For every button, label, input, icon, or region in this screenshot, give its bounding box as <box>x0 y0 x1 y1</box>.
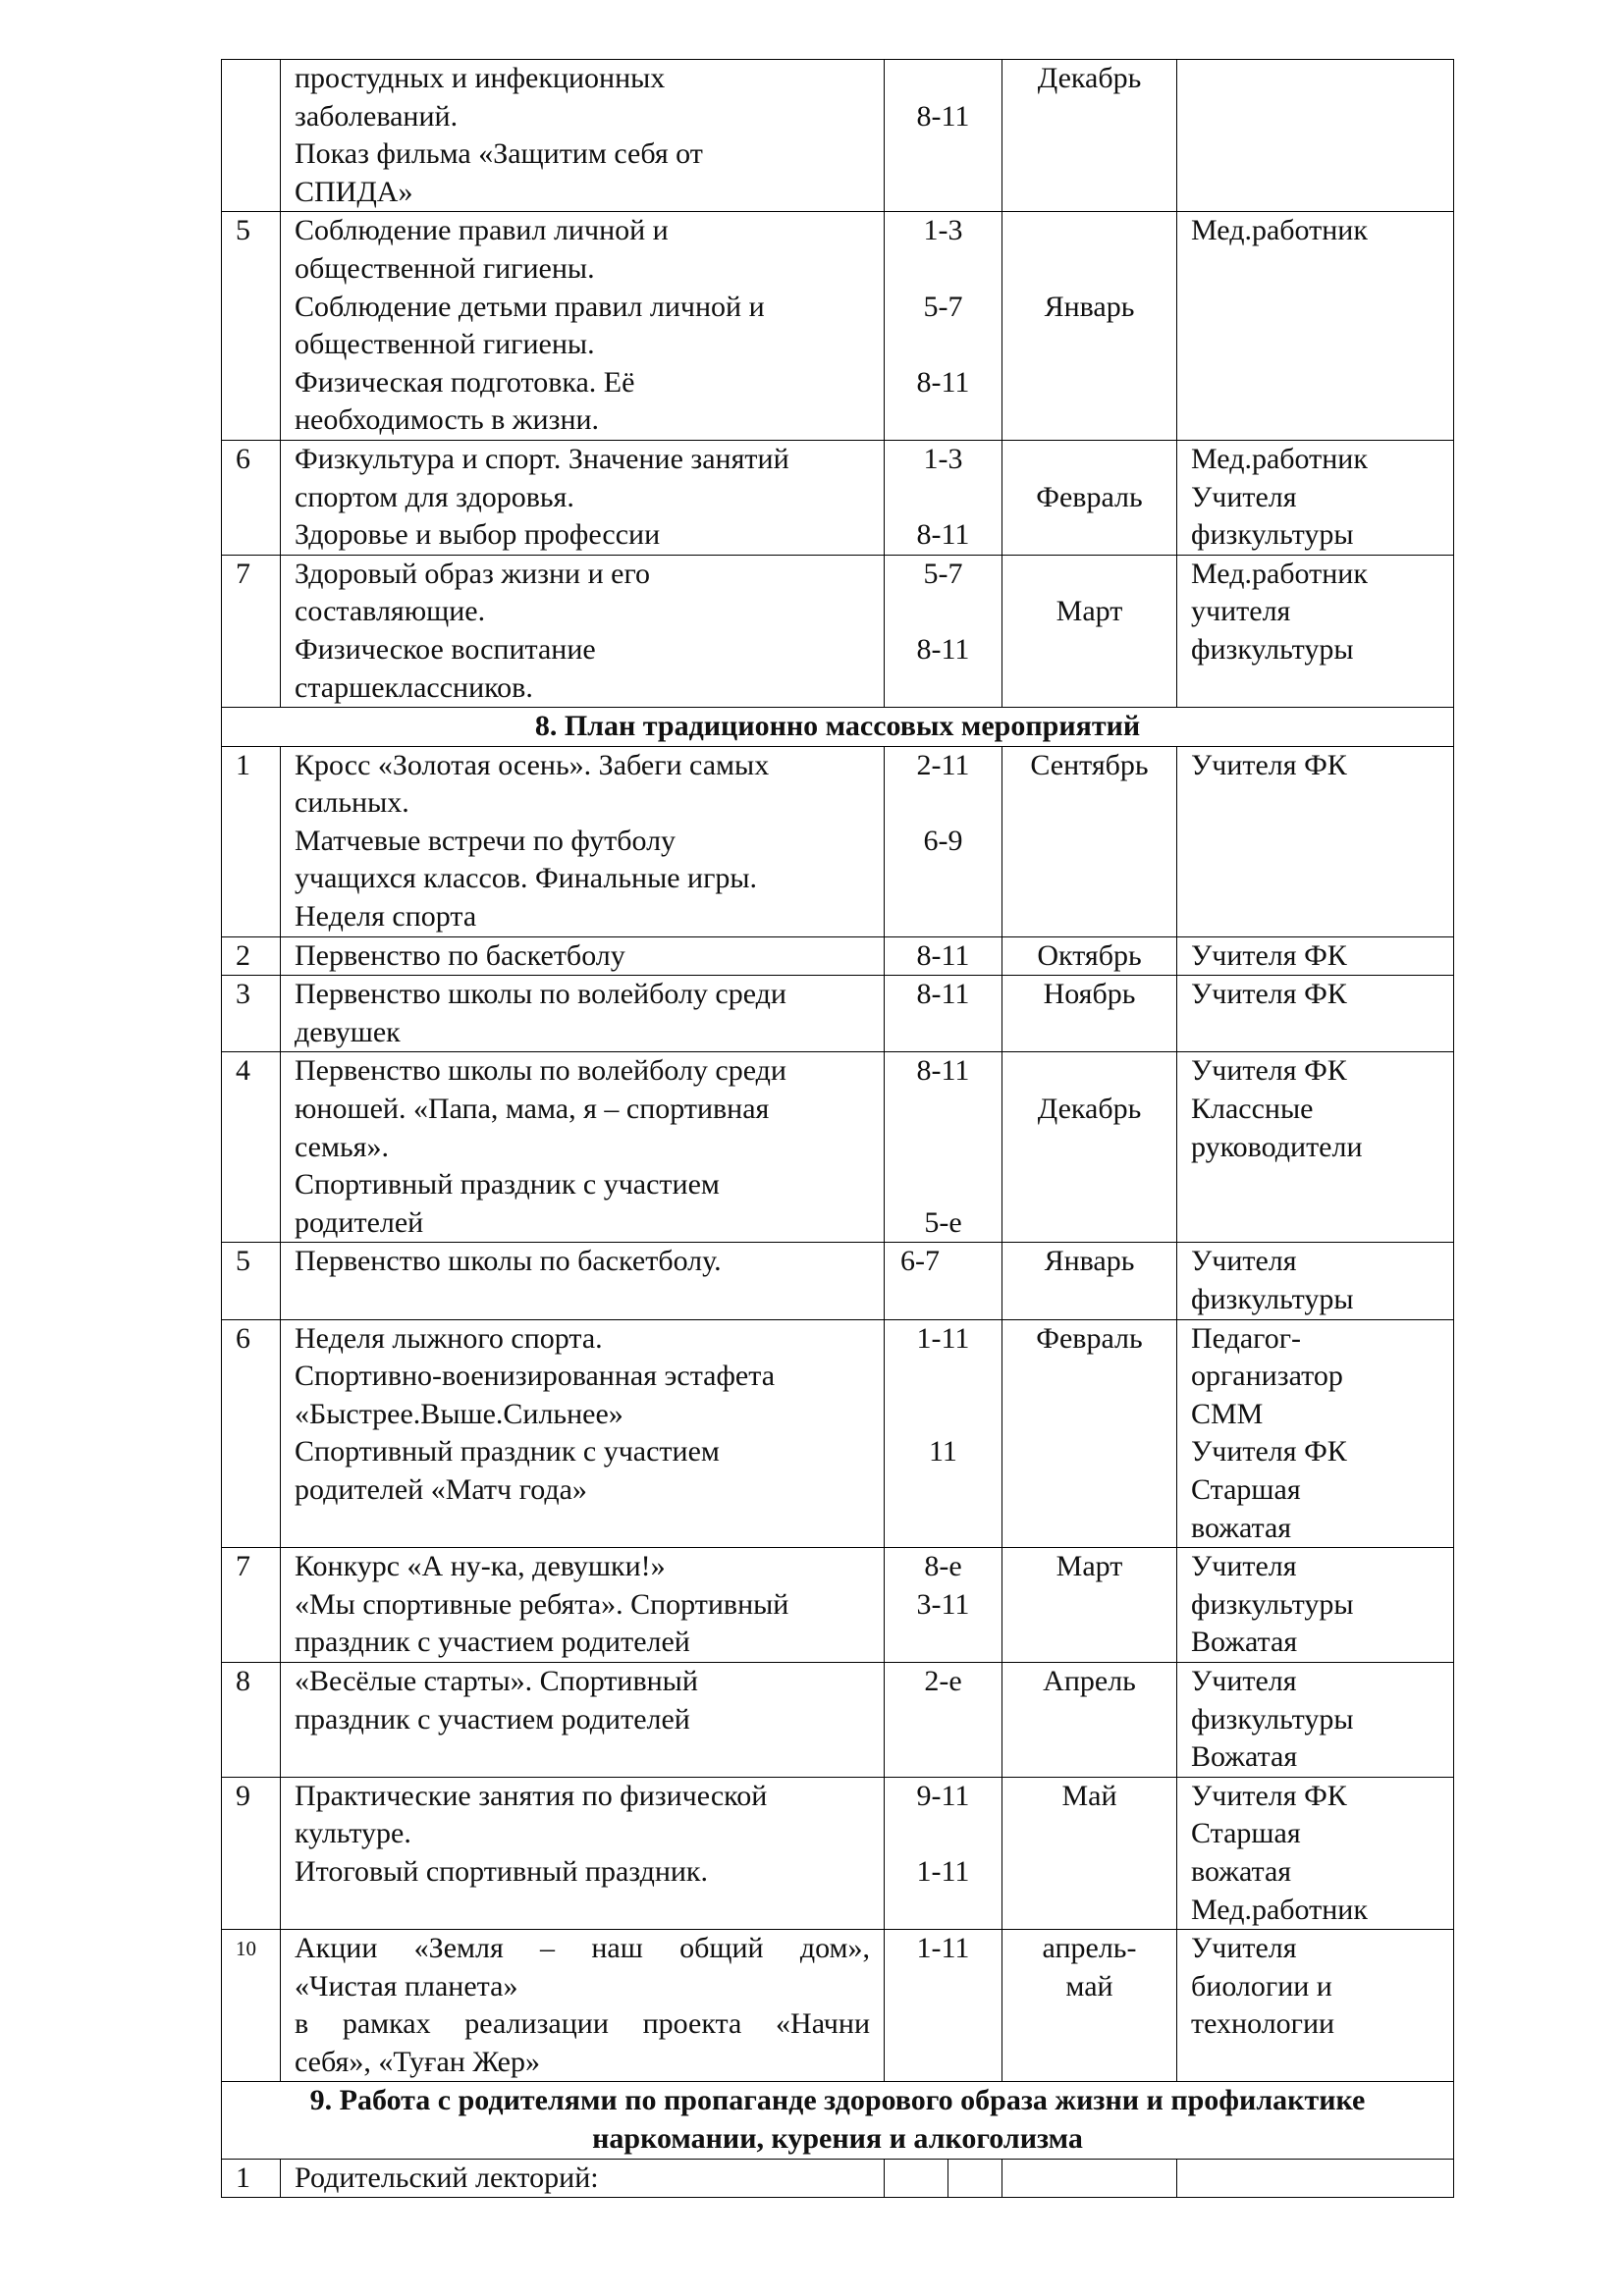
responsible-line: Классные <box>1191 1093 1314 1126</box>
description-line: Родительский лекторий: <box>295 2161 599 2194</box>
activity-description <box>281 1548 885 1663</box>
description-line: «Весёлые старты». Спортивный <box>295 1664 698 1697</box>
description-line: праздник с участием родителей <box>295 1702 690 1735</box>
description-line: Физическая подготовка. Её <box>295 365 635 399</box>
description-line: Первенство школы по баскетболу. <box>295 1245 722 1278</box>
month-cell <box>1002 555 1177 707</box>
table-row <box>222 212 1454 441</box>
responsible-line: Учителя <box>1191 1550 1297 1583</box>
activity-description <box>281 976 885 1052</box>
grade-value <box>891 1166 996 1204</box>
description-line: «Быстрее.Выше.Сильнее» <box>295 1397 623 1430</box>
responsible-cell <box>1177 60 1454 212</box>
month-value: Январь <box>1044 1245 1135 1278</box>
grade-value <box>891 1396 996 1434</box>
description-line: учащихся классов. Финальные игры. <box>295 862 758 895</box>
grade-value <box>891 401 996 440</box>
responsible-cell <box>1177 440 1454 555</box>
grade-value <box>891 2160 996 2198</box>
grade-value <box>891 593 996 631</box>
responsible-line: физкультуры <box>1191 1283 1354 1315</box>
activity-description <box>281 1930 885 2082</box>
description-line: Физическое воспитание <box>295 632 596 666</box>
table-row <box>222 60 1454 212</box>
month-value <box>1008 1052 1170 1091</box>
description-line: праздник с участием родителей <box>295 1626 690 1659</box>
table-row <box>222 1662 1454 1777</box>
table-body-section-9-header <box>222 2082 1454 2159</box>
grade-value: 2-11 <box>916 748 970 781</box>
description-line: заболеваний. <box>295 99 459 133</box>
activity-description <box>281 1052 885 1243</box>
grade-value <box>891 1091 996 1129</box>
responsible-cell <box>1177 746 1454 936</box>
row-number: 1 <box>222 2159 281 2198</box>
grade-value: 8-11 <box>916 978 970 1011</box>
section-8-title: 8. План традиционно массовых мероприятий <box>222 708 1454 747</box>
grade-value: 1-3 <box>923 442 963 475</box>
grade-value <box>891 1815 996 1853</box>
description-line: спортом для здоровья. <box>295 480 574 513</box>
responsible-line: технологии <box>1191 2007 1335 2041</box>
table-row <box>222 976 1454 1052</box>
grade-value: 11 <box>929 1435 957 1468</box>
responsible-line: биологии и <box>1191 1969 1332 2002</box>
row-number: 9 <box>222 1777 281 1929</box>
grade-value: 6-7 <box>900 1245 940 1278</box>
activity-description <box>281 1319 885 1548</box>
responsible-cell <box>1177 936 1454 976</box>
table-row <box>222 936 1454 976</box>
month-value: Декабрь <box>1037 62 1142 94</box>
description-line: Спортивный праздник с участием <box>295 1168 720 1201</box>
responsible-line: учителя <box>1191 595 1291 628</box>
grades-cell <box>885 1052 1002 1243</box>
responsible-line: Учителя ФК <box>1191 938 1347 972</box>
description-line: Акции «Земля – наш общий дом», <box>295 1932 870 1965</box>
description-line: Первенство школы по волейболу среди <box>295 978 786 1011</box>
grade-value <box>891 669 996 708</box>
description-line: общественной гигиены. <box>295 328 595 361</box>
description-line: семья». <box>295 1130 389 1163</box>
grades-cell <box>885 976 1002 1052</box>
responsible-line: Учителя <box>1191 1664 1297 1697</box>
description-line: простудных и инфекционных <box>295 62 666 94</box>
activity-description <box>281 440 885 555</box>
responsible-cell <box>1177 2159 1454 2198</box>
grades-cell <box>885 212 1002 441</box>
responsible-line: физкультуры <box>1191 1587 1354 1621</box>
grades-cell <box>885 60 1002 212</box>
responsible-cell <box>1177 1243 1454 1319</box>
month-value: Апрель <box>1043 1664 1136 1697</box>
cell-divider <box>947 2160 948 2198</box>
table-row <box>222 2159 1454 2198</box>
row-number: 2 <box>222 936 281 976</box>
grade-value <box>891 60 996 98</box>
month-value <box>1008 250 1170 289</box>
section-8-header-row <box>222 708 1454 747</box>
description-line: сильных. <box>295 786 409 820</box>
responsible-line: вожатая <box>1191 1854 1292 1888</box>
description-line: Здоровье и выбор профессии <box>295 518 661 552</box>
grade-value: 1-11 <box>916 1854 970 1888</box>
description-line: родителей «Матч года» <box>295 1472 587 1506</box>
description-line: Кросс «Золотая осень». Забеги самых <box>295 748 770 781</box>
grades-cell <box>885 1548 1002 1663</box>
description-line: Физкультура и спорт. Значение занятий <box>295 442 789 475</box>
month-value: Сентябрь <box>1030 748 1149 781</box>
description-line: девушек <box>295 1015 401 1048</box>
responsible-line: руководители <box>1191 1130 1363 1163</box>
responsible-line: Учителя ФК <box>1191 748 1347 781</box>
month-cell <box>1002 746 1177 936</box>
responsible-line: физкультуры <box>1191 1702 1354 1735</box>
responsible-line: Учителя <box>1191 480 1297 513</box>
responsible-cell <box>1177 1319 1454 1548</box>
responsible-line: физкультуры <box>1191 518 1354 552</box>
responsible-line: Педагог- <box>1191 1321 1302 1355</box>
grades-cell <box>885 1662 1002 1777</box>
month-value: Октябрь <box>1037 938 1142 972</box>
month-cell <box>1002 1052 1177 1243</box>
responsible-line: Мед.работник <box>1191 442 1368 475</box>
grades-cell <box>885 1319 1002 1548</box>
grades-cell <box>885 1243 1002 1319</box>
responsible-line: Учителя <box>1191 1932 1297 1965</box>
responsible-line: Учителя ФК <box>1191 1779 1347 1812</box>
description-line: Неделя спорта <box>295 900 477 934</box>
grade-value <box>891 135 996 174</box>
description-line: Конкурс «А ну-ка, девушки!» <box>295 1550 666 1583</box>
responsible-cell <box>1177 1777 1454 1929</box>
month-cell <box>1002 976 1177 1052</box>
month-value: Февраль <box>1036 1321 1143 1355</box>
month-cell <box>1002 60 1177 212</box>
activity-description <box>281 60 885 212</box>
description-line: Спортивный праздник с участием <box>295 1435 720 1468</box>
month-cell <box>1002 1662 1177 1777</box>
grade-value: 5-7 <box>923 557 963 590</box>
responsible-cell <box>1177 212 1454 441</box>
month-cell <box>1002 1319 1177 1548</box>
grades-cell <box>885 440 1002 555</box>
table-row <box>222 1930 1454 2082</box>
table-row <box>222 1777 1454 1929</box>
grades-cell <box>885 2159 1002 2198</box>
activity-description <box>281 1777 885 1929</box>
responsible-line: СММ <box>1191 1397 1264 1430</box>
grade-value: 8-11 <box>916 365 970 399</box>
activity-description <box>281 1243 885 1319</box>
month-value: май <box>1065 1969 1113 2002</box>
grade-value: 3-11 <box>916 1587 970 1621</box>
responsible-line: Учителя <box>1191 1245 1297 1278</box>
description-line: Матчевые встречи по футболу <box>295 824 677 857</box>
responsible-line: Мед.работник <box>1191 1893 1368 1926</box>
grade-value <box>891 784 996 823</box>
grades-cell <box>885 936 1002 976</box>
table-body-section-8 <box>222 746 1454 2082</box>
responsible-line: Старшая <box>1191 1472 1301 1506</box>
responsible-line <box>1191 2160 1439 2198</box>
responsible-cell <box>1177 1662 1454 1777</box>
responsible-line: Учителя ФК <box>1191 1435 1347 1468</box>
responsible-cell <box>1177 1548 1454 1663</box>
description-line: Первенство школы по волейболу среди <box>295 1054 786 1088</box>
grade-value: 8-11 <box>916 518 970 552</box>
description-line: необходимость в жизни. <box>295 403 600 437</box>
description-line: Итоговый спортивный праздник. <box>295 1854 709 1888</box>
description-line: СПИДА» <box>295 175 413 208</box>
month-value: Январь <box>1044 290 1135 323</box>
grades-cell <box>885 555 1002 707</box>
section-9-title <box>222 2082 1454 2159</box>
description-line: Первенство по баскетболу <box>295 938 625 972</box>
responsible-cell <box>1177 1052 1454 1243</box>
description-line: Неделя лыжного спорта. <box>295 1321 603 1355</box>
grade-value <box>891 1129 996 1167</box>
grade-value: 8-11 <box>916 938 970 972</box>
grade-value: 6-9 <box>923 824 963 857</box>
month-value: Март <box>1056 1550 1123 1583</box>
table-body-section-9 <box>222 2159 1454 2198</box>
description-line: культуре. <box>295 1817 411 1850</box>
description-line: юношей. «Папа, мама, я – спортивная <box>295 1093 770 1126</box>
month-value: апрель- <box>1042 1932 1137 1965</box>
responsible-cell <box>1177 1930 1454 2082</box>
month-value: Декабрь <box>1037 1093 1142 1126</box>
responsible-cell <box>1177 555 1454 707</box>
grade-value: 1-11 <box>916 1321 970 1355</box>
table-row <box>222 440 1454 555</box>
table-row <box>222 1052 1454 1243</box>
description-line: Показ фильма «Защитим себя от <box>295 137 703 171</box>
row-number: 5 <box>222 1243 281 1319</box>
table-row <box>222 555 1454 707</box>
activity-description <box>281 936 885 976</box>
activity-description <box>281 1662 885 1777</box>
month-value: Ноябрь <box>1043 978 1136 1011</box>
description-line: «Мы спортивные ребята». Спортивный <box>295 1587 789 1621</box>
grade-value: 2-е <box>924 1664 962 1697</box>
grade-value: 1-3 <box>923 214 963 247</box>
row-number: 8 <box>222 1662 281 1777</box>
row-number: 6 <box>222 440 281 555</box>
row-number: 1 <box>222 746 281 936</box>
description-line: общественной гигиены. <box>295 251 595 285</box>
row-number <box>222 60 281 212</box>
description-line: старшеклассников. <box>295 670 533 704</box>
activity-description <box>281 2159 885 2198</box>
responsible-line: Вожатая <box>1191 1626 1298 1659</box>
description-line: «Чистая планета» <box>295 1969 518 2002</box>
month-cell <box>1002 1243 1177 1319</box>
responsible-line: Учителя ФК <box>1191 978 1347 1011</box>
grade-value <box>891 479 996 517</box>
row-number: 7 <box>222 555 281 707</box>
grade-value: 8-11 <box>916 1054 970 1088</box>
row-number: 5 <box>222 212 281 441</box>
description-line: Практические занятия по физической <box>295 1779 768 1812</box>
table-row <box>222 1548 1454 1663</box>
grade-value <box>891 250 996 289</box>
month-cell <box>1002 936 1177 976</box>
row-number: 4 <box>222 1052 281 1243</box>
responsible-line: Мед.работник <box>1191 214 1368 247</box>
table-row <box>222 1243 1454 1319</box>
activity-description <box>281 746 885 936</box>
month-value <box>1008 556 1170 594</box>
month-value <box>1008 441 1170 479</box>
responsible-line: Мед.работник <box>1191 557 1368 590</box>
description-line: родителей <box>295 1205 424 1239</box>
responsible-line: Вожатая <box>1191 1740 1298 1774</box>
grade-value: 8-11 <box>916 99 970 133</box>
month-value: Февраль <box>1036 480 1143 513</box>
grade-value: 8-11 <box>916 632 970 666</box>
activity-description <box>281 555 885 707</box>
responsible-line: вожатая <box>1191 1511 1292 1544</box>
grades-cell <box>885 1777 1002 1929</box>
responsible-line: физкультуры <box>1191 632 1354 666</box>
grade-value <box>891 326 996 364</box>
month-cell <box>1002 1548 1177 1663</box>
row-number: 10 <box>222 1930 281 2082</box>
description-line: себя», «Туған Жер» <box>295 2045 540 2078</box>
description-line: Соблюдение правил личной и <box>295 214 669 247</box>
responsible-line: Учителя ФК <box>1191 1054 1347 1088</box>
month-cell <box>1002 440 1177 555</box>
month-cell <box>1002 1777 1177 1929</box>
month-cell <box>1002 2159 1177 2198</box>
month-cell <box>1002 212 1177 441</box>
section-9-title-line: наркомании, курения и алкоголизма <box>592 2122 1083 2156</box>
month-value: Март <box>1056 595 1123 628</box>
grades-cell <box>885 1930 1002 2082</box>
description-line: в рамках реализации проекта «Начни <box>295 2007 870 2041</box>
section-9-header-row <box>222 2082 1454 2159</box>
table-body-section-8-header <box>222 708 1454 747</box>
table-row <box>222 1319 1454 1548</box>
grade-value: 5-7 <box>923 290 963 323</box>
row-number: 7 <box>222 1548 281 1663</box>
month-value: Май <box>1061 1779 1117 1812</box>
table-body-section-7-continued <box>222 60 1454 708</box>
grade-value <box>891 1358 996 1396</box>
month-value <box>1008 212 1170 250</box>
responsible-line: Старшая <box>1191 1817 1301 1850</box>
grade-value: 9-11 <box>916 1779 970 1812</box>
grade-value: 8-е <box>924 1550 962 1583</box>
grade-value: 1-11 <box>916 1932 970 1965</box>
plan-table <box>221 59 1454 2198</box>
month-cell <box>1002 1930 1177 2082</box>
grade-value: 5-е <box>924 1205 962 1239</box>
table-row <box>222 746 1454 936</box>
description-line: составляющие. <box>295 595 486 628</box>
description-line: Соблюдение детьми правил личной и <box>295 290 765 323</box>
responsible-line: организатор <box>1191 1360 1343 1393</box>
activity-description <box>281 212 885 441</box>
description-line: Здоровый образ жизни и его <box>295 557 651 590</box>
responsible-cell <box>1177 976 1454 1052</box>
grade-value <box>891 174 996 212</box>
row-number: 3 <box>222 976 281 1052</box>
month-value <box>1002 2160 1176 2198</box>
description-line: Спортивно-военизированная эстафета <box>295 1360 776 1393</box>
section-9-title-line: 9. Работа с родителями по пропаганде здорового образа жизни и профилактике <box>309 2084 1366 2117</box>
grades-cell <box>885 746 1002 936</box>
row-number: 6 <box>222 1319 281 1548</box>
